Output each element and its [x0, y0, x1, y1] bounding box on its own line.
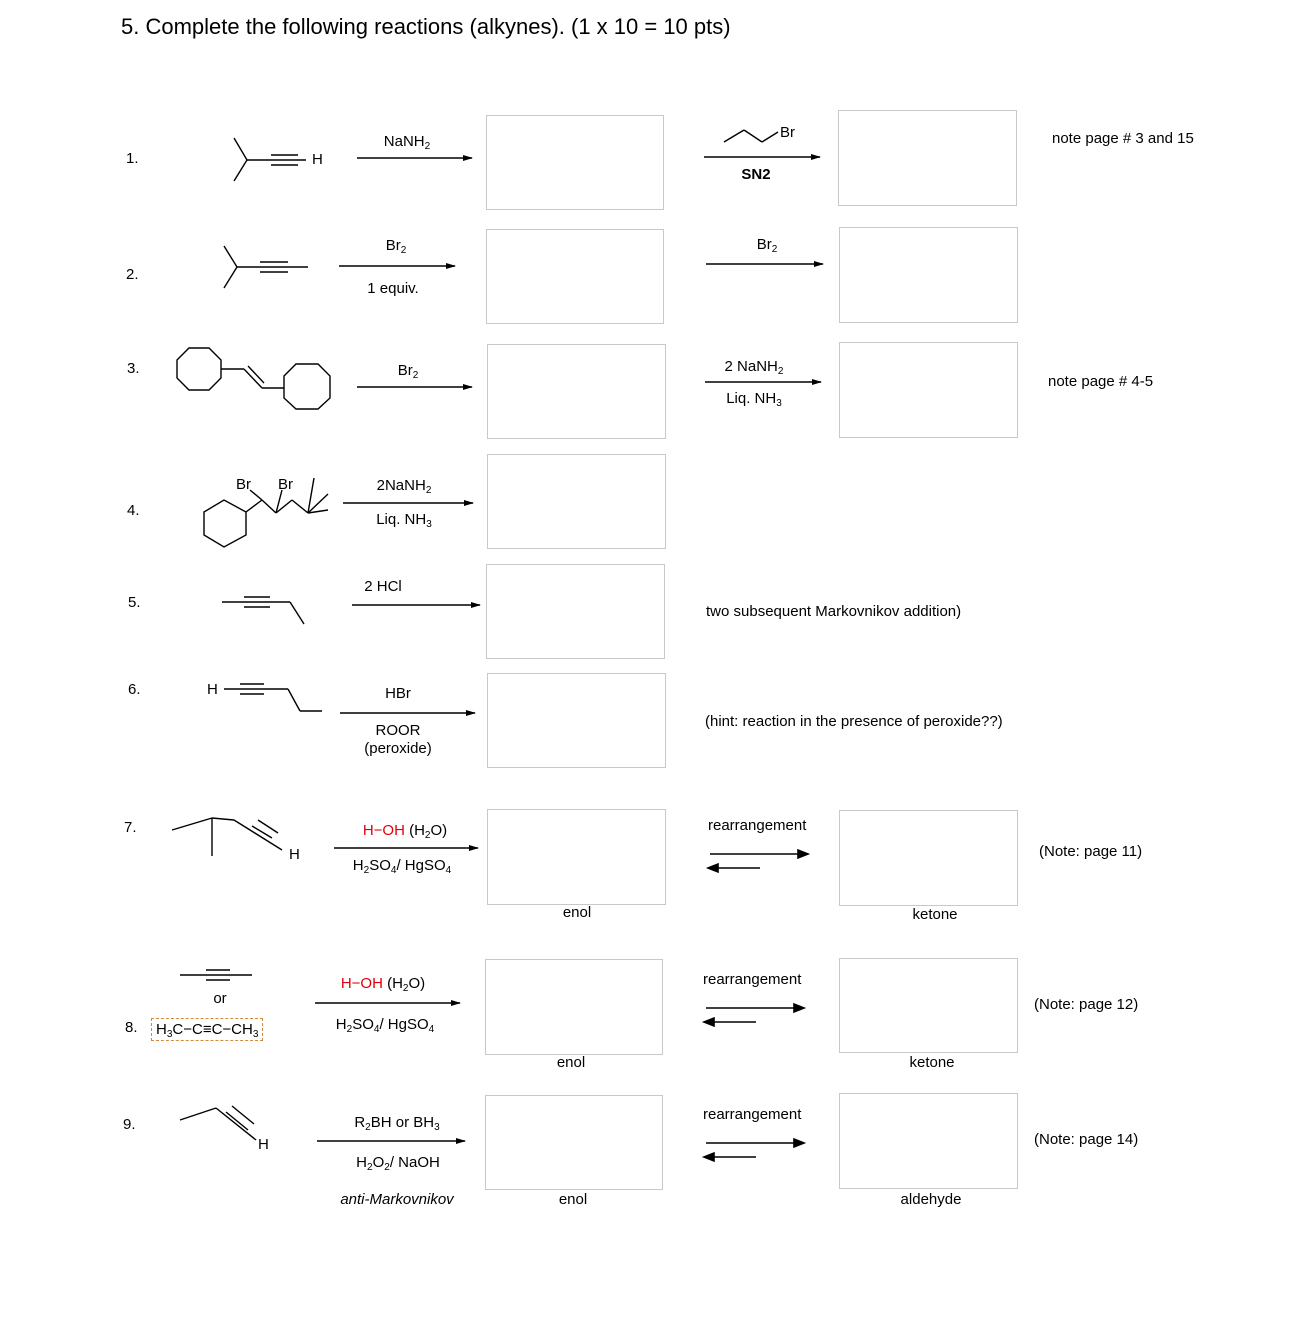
note-text: two subsequent Markovnikov addition): [706, 603, 962, 620]
condition-label: SN2: [741, 166, 771, 183]
substrate-4-structure: [204, 478, 328, 547]
box-label: ketone: [909, 1054, 955, 1071]
problem-number: 3.: [127, 360, 140, 377]
note-text: note page # 4-5: [1048, 373, 1154, 390]
note-text: (hint: reaction in the presence of peroxide??): [705, 713, 1003, 730]
regiochemistry-label: anti-Markovnikov: [340, 1191, 454, 1208]
substrate-9-structure: [180, 1106, 256, 1140]
reagent-label: $Br_2$: [385, 237, 407, 256]
box-label: ketone: [912, 906, 958, 923]
problem-number: 8.: [125, 1019, 138, 1036]
page-title: 5. Complete the following reactions (alkynes). (1 x 10 = 10 pts): [121, 14, 731, 39]
atom-label-h: H: [207, 681, 218, 698]
reagent-label: NaNH$_2$: [383, 133, 431, 152]
condition-label: $H_2O_2/$ NaOH: [356, 1154, 440, 1173]
atom-label-h: H: [289, 846, 300, 863]
note-text: note page # 3 and 15: [1052, 130, 1194, 147]
note-text: (Note: page 11): [1039, 843, 1143, 860]
condition-label: Liq. $NH_3$: [726, 390, 782, 409]
substrate-7-structure: [172, 818, 282, 856]
reagent-label: H−OH $(H_2O)$: [340, 975, 426, 994]
equilibrium-arrow-8: [704, 1004, 804, 1026]
atom-label-h: H: [258, 1136, 269, 1153]
substrate-5-structure: [222, 597, 304, 624]
note-text: (Note: page 12): [1034, 996, 1139, 1013]
atom-label-br: Br: [278, 476, 293, 493]
reagent-label: 2 NaNH$_2$: [724, 358, 784, 377]
box-label: enol: [562, 904, 592, 921]
substrate-8-structure: [180, 970, 252, 980]
condition-label: ROOR: [375, 722, 421, 739]
substrate-2-structure: [224, 246, 308, 288]
problem-number: 2.: [126, 266, 139, 283]
reagent-label: H−OH $(H_2O)$: [362, 822, 448, 841]
substrate-3-structure: [177, 348, 330, 409]
atom-label-h: H: [312, 151, 323, 168]
rearrangement-label: rearrangement: [703, 971, 802, 988]
box-label: aldehyde: [900, 1191, 962, 1208]
reagent-label: 2 HCl: [364, 578, 402, 595]
structural-formula: $H_3C-C\equiv C-CH_3$: [151, 1018, 263, 1041]
condition-label: (peroxide): [364, 740, 432, 757]
box-label: enol: [558, 1191, 588, 1208]
rearrangement-label: rearrangement: [703, 1106, 802, 1123]
condition-label: $H_2SO_4/$ HgSO$_4$: [335, 1016, 435, 1035]
problem-number: 1.: [126, 150, 139, 167]
reagent-label: $Br_2$: [756, 236, 778, 255]
substrate-6-structure: [224, 684, 322, 711]
reagent-1b-structure: [724, 130, 778, 142]
atom-label-br: Br: [236, 476, 251, 493]
reagent-label: $Br_2$: [397, 362, 419, 381]
reagent-label: $R_2BH$ or $BH_3$: [354, 1114, 440, 1133]
problem-number: 6.: [128, 681, 141, 698]
or-label: or: [213, 990, 227, 1007]
equilibrium-arrow-7: [708, 850, 808, 872]
condition-label: 1 equiv.: [367, 280, 419, 297]
reagent-label: Br: [780, 124, 795, 141]
problem-number: 9.: [123, 1116, 136, 1133]
equilibrium-arrow-9: [704, 1139, 804, 1161]
condition-label: $H_2SO_4/$ HgSO$_4$: [352, 857, 452, 876]
condition-label: Liq. $NH_3$: [376, 511, 432, 530]
problem-number: 7.: [124, 819, 137, 836]
problem-number: 5.: [128, 594, 141, 611]
reagent-label: HBr: [385, 685, 411, 702]
note-text: (Note: page 14): [1034, 1131, 1139, 1148]
reagent-label: 2NaNH$_2$: [376, 477, 432, 496]
substrate-1-structure: [234, 138, 306, 181]
problem-number: 4.: [127, 502, 140, 519]
box-label: enol: [556, 1054, 586, 1071]
rearrangement-label: rearrangement: [708, 817, 807, 834]
